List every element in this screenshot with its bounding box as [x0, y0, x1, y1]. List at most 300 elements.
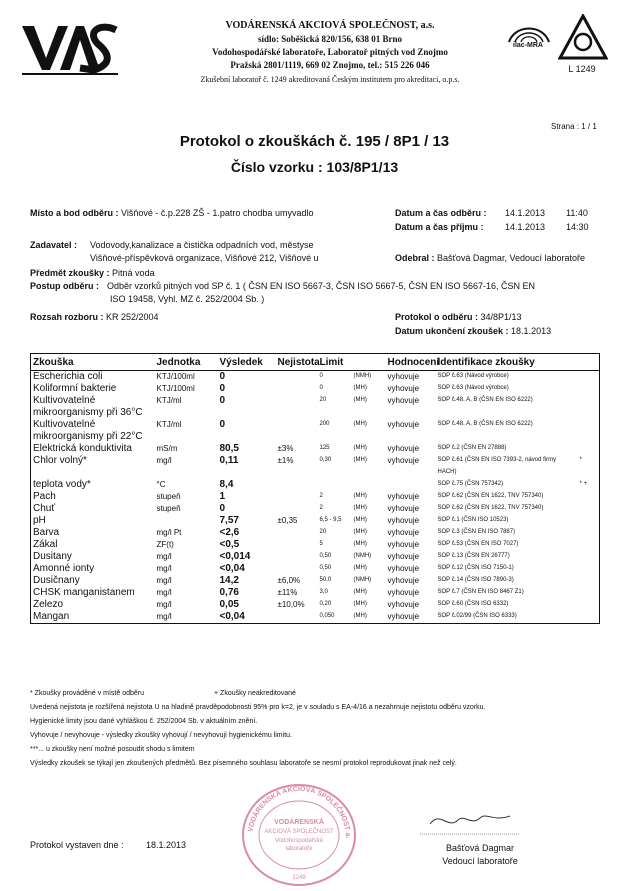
lab-address: Pražská 2801/1119, 669 02 Znojmo, tel.: 515 226 046 [230, 60, 430, 70]
cell-note [578, 491, 600, 503]
cell-method: SOP č.2 (ČSN EN 27888) [437, 445, 507, 451]
limit-type: (MH) [353, 589, 367, 595]
cell-uncertainty: ±1% [277, 456, 294, 465]
subject-label: Předmět zkoušky : [30, 268, 110, 278]
cell-method: SOP č.60 (ČSN ISO 6332) [437, 601, 509, 607]
cell-result: 1 [219, 491, 226, 502]
cell-uncertainty [276, 479, 318, 491]
cell-uncertainty [276, 407, 318, 419]
cell-unit [155, 431, 218, 443]
cell-limit [318, 503, 386, 515]
cell-test: Dusičnany [31, 575, 155, 587]
cell-result: 0 [219, 419, 226, 430]
cell-method: SOP č.14 (ČSN ISO 7890-3) [437, 577, 514, 583]
cell-uncertainty: ±10,0% [277, 600, 305, 609]
cell-result: 0 [219, 395, 226, 406]
table-row [31, 563, 600, 575]
header-method: Identifikace zkoušky [436, 354, 578, 371]
limit-value: 0,20 [319, 601, 332, 607]
cell-unit: KTJ/100ml [156, 372, 195, 381]
cell-test: pH [31, 515, 155, 527]
cell-note [578, 503, 600, 515]
cell-limit [318, 443, 386, 455]
svg-text:AKCIOVÁ SPOLEČNOST: AKCIOVÁ SPOLEČNOST [264, 829, 334, 835]
cell-unit: stupeň [156, 492, 181, 501]
cell-uncertainty [276, 419, 318, 431]
cell-test: Pach [31, 491, 155, 503]
sampling-date: 14.1.2013 [505, 208, 546, 218]
cell-uncertainty: ±0,35 [277, 516, 298, 525]
cell-note [578, 467, 600, 479]
note-evaluation: Vyhovuje / nevyhovuje - výsledky zkoušky vyhovují / nevyhovují hygienickému limitu. [30, 732, 292, 739]
cell-method [436, 431, 578, 443]
table-row [31, 431, 600, 443]
cell-result: <0,014 [219, 551, 251, 562]
table-row [31, 491, 600, 503]
cell-evaluation: vyhovuje [387, 396, 420, 405]
limit-type: (NMH) [353, 553, 372, 559]
cell-unit: mg/l Pt [156, 528, 182, 537]
note-no-limit: ***... u zkoušky není možné posoudit shodu s limitem [30, 746, 195, 753]
sampling-time: 11:40 [566, 208, 588, 218]
header-test: Zkouška [31, 354, 155, 371]
limit-type: (MH) [353, 541, 367, 547]
cell-method: SOP č.48, A, B (ČSN EN ISO 6222) [437, 421, 533, 427]
cell-limit [318, 515, 386, 527]
ilac-mra-logo [505, 18, 553, 58]
limit-type: (MH) [353, 565, 367, 571]
limit-value: 0 [319, 373, 323, 379]
cell-note [578, 539, 600, 551]
cell-uncertainty: ±3% [277, 444, 294, 453]
cell-test: Amonné ionty [31, 563, 155, 575]
cell-limit [318, 575, 386, 587]
header-note [578, 354, 600, 371]
cell-test: Chlor volný* [31, 455, 155, 467]
header-result: Výsledek [218, 354, 276, 371]
limit-value: 3,0 [319, 589, 328, 595]
cell-evaluation [386, 407, 436, 419]
cell-test: Chuť [31, 503, 155, 515]
cell-unit: mS/m [156, 444, 178, 453]
signer-name: Bašťová Dagmar [446, 843, 514, 853]
limit-value: 0,30 [319, 457, 332, 463]
cell-evaluation: vyhovuje [387, 456, 420, 465]
cell-method: SOP č.53 (ČSN EN ISO 7027) [437, 541, 519, 547]
limit-type: (MH) [353, 613, 367, 619]
header-evaluation: Hodnocení [386, 354, 436, 371]
cell-unit: mg/l [156, 576, 172, 585]
cell-method: SOP č.61 (ČSN EN ISO 7393-2, návod firmy [437, 457, 557, 463]
cell-result: 8,4 [219, 479, 234, 490]
cell-method: SOP č.7 (ČSN EN ISO 8467 Z1) [437, 589, 524, 595]
cell-uncertainty: ±6,0% [277, 576, 301, 585]
cell-unit: mg/l [156, 564, 172, 573]
cell-test: Dusitany [31, 551, 155, 563]
cell-method: SOP č.63 (Návod výrobce) [437, 385, 509, 391]
results-table [30, 353, 600, 624]
cell-limit [318, 491, 386, 503]
table-row [31, 479, 600, 491]
cell-test: Kultivovatelné [31, 395, 155, 407]
svg-text:laboratoře: laboratoře [285, 846, 313, 852]
cell-note [578, 551, 600, 563]
cell-limit [318, 407, 386, 419]
cell-method: SOP č.3 (ČSN EN ISO 7887) [437, 529, 516, 535]
cell-test: Koliformní bakterie [31, 383, 155, 395]
cell-uncertainty [276, 395, 318, 407]
cell-evaluation: vyhovuje [387, 528, 420, 537]
table-row [31, 443, 600, 455]
cell-note [578, 563, 600, 575]
cell-result [218, 431, 276, 443]
cell-result: 80,5 [219, 443, 239, 454]
cell-uncertainty [276, 383, 318, 395]
sampling-protocol-label: Protokol o odběru : [395, 312, 478, 322]
cell-method [436, 407, 578, 419]
limit-type: (MH) [353, 457, 367, 463]
cell-limit [318, 539, 386, 551]
signer-role: Vedoucí laboratoře [442, 856, 518, 866]
note-legend [30, 690, 600, 697]
limit-type: (NMH) [353, 577, 372, 583]
cell-evaluation: vyhovuje [387, 600, 420, 609]
cell-uncertainty [276, 467, 318, 479]
cell-method: SOP č.63 (Návod výrobce) [437, 373, 509, 379]
limit-value: 50,0 [319, 577, 332, 583]
note-onsite: * Zkoušky prováděné v místě odběru [30, 690, 145, 697]
cell-unit: mg/l [156, 456, 172, 465]
cell-method: SOP č.48, A, B (ČSN EN ISO 6222) [437, 397, 533, 403]
cell-test: teplota vody* [31, 479, 155, 491]
cell-test: Zákal [31, 539, 155, 551]
cell-method: SOP č.12 (ČSN ISO 7150-1) [437, 565, 514, 571]
issued-date: 18.1.2013 [146, 840, 187, 850]
cell-uncertainty [276, 527, 318, 539]
end-date-value: 18.1.2013 [511, 326, 552, 336]
cell-note [578, 587, 600, 599]
cell-note [578, 527, 600, 539]
cell-evaluation: vyhovuje [387, 504, 420, 513]
svg-text:Vodohospodářské: Vodohospodářské [274, 838, 324, 844]
sampler-label: Odebral : [395, 253, 435, 263]
table-row [31, 539, 600, 551]
cell-evaluation [386, 431, 436, 443]
lab-stamp-icon [238, 780, 360, 886]
receipt-time: 14:30 [566, 222, 589, 232]
sampling-place [30, 208, 313, 218]
cell-result: 7,57 [219, 515, 239, 526]
issued-label: Protokol vystaven dne : [30, 840, 124, 850]
cell-method: SOP č.62 (ČSN EN 1622, TNV 757340) [437, 493, 544, 499]
procedure-line1: Odběr vzorků pitných vod SP č. 1 ( ČSN EN ISO 5667-3, ČSN ISO 5667-5, ČSN EN ISO 5667-16, ČSN EN [107, 281, 536, 291]
limit-value: 0,50 [319, 565, 332, 571]
sampling-dt-label: Datum a čas odběru : [395, 208, 487, 218]
cell-limit [318, 371, 386, 384]
cell-test: mikroorganismy při 36°C [31, 407, 155, 419]
table-row [31, 575, 600, 587]
cell-unit: KTJ/100ml [156, 384, 195, 393]
cell-note [578, 515, 600, 527]
cell-result: 0 [219, 383, 226, 394]
table-row [31, 551, 600, 563]
cell-uncertainty [276, 491, 318, 503]
cell-result: <2,6 [219, 527, 240, 538]
ilac-mra-text: ilac-MRA [513, 42, 543, 49]
cell-note [578, 383, 600, 395]
org-name: VODÁRENSKÁ AKCIOVÁ SPOLEČNOST, a.s. [225, 20, 435, 31]
cell-uncertainty [276, 371, 318, 384]
cell-limit [318, 383, 386, 395]
cell-note [578, 599, 600, 611]
limit-value: 200 [319, 421, 330, 427]
cell-unit [155, 515, 218, 527]
cell-note: * [578, 455, 600, 467]
cell-uncertainty [276, 431, 318, 443]
table-row [31, 503, 600, 515]
cell-evaluation: vyhovuje [387, 444, 420, 453]
cell-test: Mangan [31, 611, 155, 624]
end-date-label: Datum ukončení zkoušek : [395, 326, 509, 336]
cell-test: Elektrická konduktivita [31, 443, 155, 455]
cell-unit: stupeň [156, 504, 181, 513]
cell-note [578, 419, 600, 431]
receipt-date: 14.1.2013 [505, 222, 546, 232]
cell-limit [318, 587, 386, 599]
subject-value: Pitná voda [112, 268, 155, 278]
sampler-value: Bašťová Dagmar, Vedoucí laboratoře [437, 253, 585, 263]
scope-label: Rozsah rozboru : [30, 312, 104, 322]
cell-test: CHSK manganistanem [31, 587, 155, 599]
cell-note [578, 371, 600, 384]
cell-unit: ZF(t) [156, 540, 174, 549]
cia-triangle-logo [558, 14, 608, 60]
cell-limit [318, 563, 386, 575]
cell-result [218, 407, 276, 419]
cell-limit [318, 395, 386, 407]
scope-value: KR 252/2004 [106, 312, 159, 322]
limit-type: (MH) [353, 601, 367, 607]
cell-unit: mg/l [156, 552, 172, 561]
cell-evaluation: vyhovuje [386, 611, 436, 624]
cell-unit: KTJ/ml [156, 396, 182, 405]
cell-method: SOP č.75 (ČSN 757342) [437, 481, 504, 487]
note-nonaccredited: + Zkoušky neakreditované [214, 690, 296, 697]
cell-unit [155, 467, 218, 479]
cell-evaluation: vyhovuje [387, 564, 420, 573]
cell-test: Barva [31, 527, 155, 539]
cell-result: 0,05 [219, 599, 239, 610]
signature [420, 800, 520, 840]
sampling-protocol-value: 34/8P1/13 [480, 312, 522, 322]
limit-value: 0 [319, 385, 323, 391]
cell-result: 14,2 [219, 575, 239, 586]
cell-result: 0,11 [219, 455, 239, 466]
limit-type: (MH) [353, 385, 367, 391]
cell-evaluation: vyhovuje [387, 552, 420, 561]
limit-value: 125 [319, 445, 330, 451]
table-row [31, 395, 600, 407]
note-reproduction: Výsledky zkoušek se týkají jen zkoušených předmětů. Bez písemného souhlasu laboratoře se nesmí protokol reprodukovat jinak než celý. [30, 760, 457, 767]
org-seat: sídlo: Soběšická 820/156, 638 01 Brno [257, 34, 403, 44]
cell-limit [318, 611, 386, 624]
svg-text:VODÁRENSKÁ AKCIOVÁ SPOLEČNOST: VODÁRENSKÁ AKCIOVÁ SPOLEČNOST a. [247, 785, 352, 839]
cell-evaluation: vyhovuje [387, 384, 420, 393]
svg-text:1249: 1249 [292, 875, 306, 881]
cell-limit [318, 467, 386, 479]
lab-number: L 1249 [568, 64, 596, 74]
table-row [31, 467, 600, 479]
page-indicator: Strana : 1 / 1 [551, 122, 597, 131]
cell-evaluation [386, 479, 436, 491]
cell-uncertainty [276, 503, 318, 515]
cell-method: SOP č.13 (ČSN EN 26777) [437, 553, 510, 559]
cell-limit [318, 431, 386, 443]
limit-value: 0,50 [319, 553, 332, 559]
accreditation-line: Zkušební laboratoř č. 1249 akreditovaná Českým institutem pro akreditaci, o.p.s. [200, 75, 460, 84]
table-row [31, 455, 600, 467]
cell-method: SOP č.02/99 (ČSN ISO 6333) [436, 611, 578, 624]
cell-uncertainty [276, 539, 318, 551]
cell-evaluation: vyhovuje [387, 588, 420, 597]
cell-unit [155, 407, 218, 419]
cell-note [578, 443, 600, 455]
limit-type: (MH) [353, 493, 367, 499]
vas-logo [20, 18, 120, 78]
cell-evaluation: vyhovuje [387, 372, 420, 381]
table-row [31, 371, 600, 384]
limit-type: (MH) [353, 421, 367, 427]
cell-limit [318, 479, 386, 491]
cell-unit: KTJ/ml [156, 420, 182, 429]
limit-type: (MH) [353, 517, 367, 523]
svg-text:VODÁRENSKÁ: VODÁRENSKÁ [274, 819, 324, 826]
sampling-protocol [395, 312, 522, 322]
limit-type: (MH) [353, 397, 367, 403]
table-row [31, 515, 600, 527]
limit-type: (MH) [353, 445, 367, 451]
cell-evaluation: vyhovuje [387, 576, 420, 585]
ilac-mra-icon [505, 18, 553, 58]
cell-note: * + [578, 479, 600, 491]
cell-evaluation: vyhovuje [387, 540, 420, 549]
cell-test: Železo [31, 599, 155, 611]
limit-value: 6,5 - 9,5 [319, 517, 342, 523]
vas-logo-icon [20, 18, 120, 78]
results-header-row [31, 354, 600, 371]
protocol-title: Protokol o zkouškách č. 195 / 8P1 / 13 [179, 133, 450, 150]
sample-number: Číslo vzorku : 103/8P1/13 [230, 159, 399, 175]
cell-result: 0 [219, 371, 226, 382]
cell-uncertainty [276, 611, 318, 624]
cell-result: <0,04 [219, 563, 245, 574]
scope [30, 312, 159, 322]
cell-result: <0,04 [218, 611, 276, 624]
cell-evaluation: vyhovuje [387, 492, 420, 501]
notes [30, 690, 600, 774]
cell-limit [318, 527, 386, 539]
sampling-place-value: Višňové - č.p.228 ZŠ - 1.patro chodba umyvadlo [121, 208, 314, 218]
cell-result: <0,5 [219, 539, 240, 550]
cell-result [218, 467, 276, 479]
signature-icon [420, 800, 520, 840]
note-uncertainty: Uvedená nejistota je rozšířená nejistota U na hladině pravděpodobnosti 95% pro k=2, je v souladu s EA-4/16 a nezahrnuje nejistotu odběru vzorku. [30, 704, 486, 711]
cell-test [31, 467, 155, 479]
subject [30, 268, 155, 278]
cell-uncertainty [276, 563, 318, 575]
limit-type: (MH) [353, 505, 367, 511]
table-row [31, 611, 600, 624]
cell-evaluation: vyhovuje [387, 516, 420, 525]
cell-evaluation: vyhovuje [387, 420, 420, 429]
client-line1: Vodovody,kanalizace a čistička odpadních vod, městyse [90, 240, 314, 250]
cell-unit: mg/l [156, 600, 172, 609]
cell-test: Kultivovatelné [31, 419, 155, 431]
cell-note [578, 395, 600, 407]
sampler [395, 253, 585, 263]
limit-type: (MH) [353, 529, 367, 535]
limit-type: (NMH) [353, 373, 372, 379]
table-row [31, 407, 600, 419]
receipt-dt-label: Datum a čas příjmu : [395, 222, 484, 232]
cell-method: SOP č.1 (ČSN ISO 10523) [437, 517, 509, 523]
cell-note [578, 407, 600, 419]
cell-unit: mg/l [155, 611, 218, 624]
sampling-place-label: Místo a bod odběru : [30, 208, 119, 218]
cell-result: 0,76 [219, 587, 239, 598]
lab-name: Vodohospodářské laboratoře, Laboratoř pitných vod Znojmo [212, 47, 448, 57]
table-row [31, 419, 600, 431]
header-limit: Limit [318, 354, 386, 371]
limit-value: 5 [319, 541, 323, 547]
client-line2: Višňové-příspěvková organizace, Višňové 212, Višňové u [90, 253, 319, 263]
table-row [31, 383, 600, 395]
cell-limit [318, 599, 386, 611]
cell-note [578, 575, 600, 587]
cell-limit [318, 455, 386, 467]
limit-value: 2 [319, 493, 323, 499]
cell-result: 0 [219, 503, 226, 514]
cell-method: SOP č.62 (ČSN EN 1622, TNV 757340) [437, 505, 544, 511]
procedure-line2: ISO 19458, Vyhl. MZ č. 252/2004 Sb. ) [110, 294, 265, 304]
limit-value: 2 [319, 505, 323, 511]
cia-triangle-icon [558, 14, 608, 60]
cell-note [578, 431, 600, 443]
cell-unit: mg/l [156, 588, 172, 597]
table-row [31, 587, 600, 599]
limit-value: 0,050 [319, 613, 335, 619]
cell-uncertainty: ±11% [277, 588, 298, 597]
cell-unit: °C [156, 480, 166, 489]
cell-test: Escherichia coli [31, 371, 155, 384]
header-unit: Jednotka [155, 354, 218, 371]
procedure-label: Postup odběru : [30, 281, 99, 291]
cell-evaluation [386, 467, 436, 479]
cell-uncertainty [276, 551, 318, 563]
cell-test: mikroorganismy při 22°C [31, 431, 155, 443]
limit-value: 20 [319, 529, 327, 535]
cell-limit [318, 551, 386, 563]
limit-value: 20 [319, 397, 327, 403]
end-date [395, 326, 551, 336]
client-label: Zadavatel : [30, 240, 78, 250]
table-row [31, 599, 600, 611]
lab-stamp [238, 780, 360, 886]
cell-limit [318, 419, 386, 431]
cell-note [578, 611, 600, 624]
cell-method: HACH) [437, 469, 457, 475]
table-row [31, 527, 600, 539]
